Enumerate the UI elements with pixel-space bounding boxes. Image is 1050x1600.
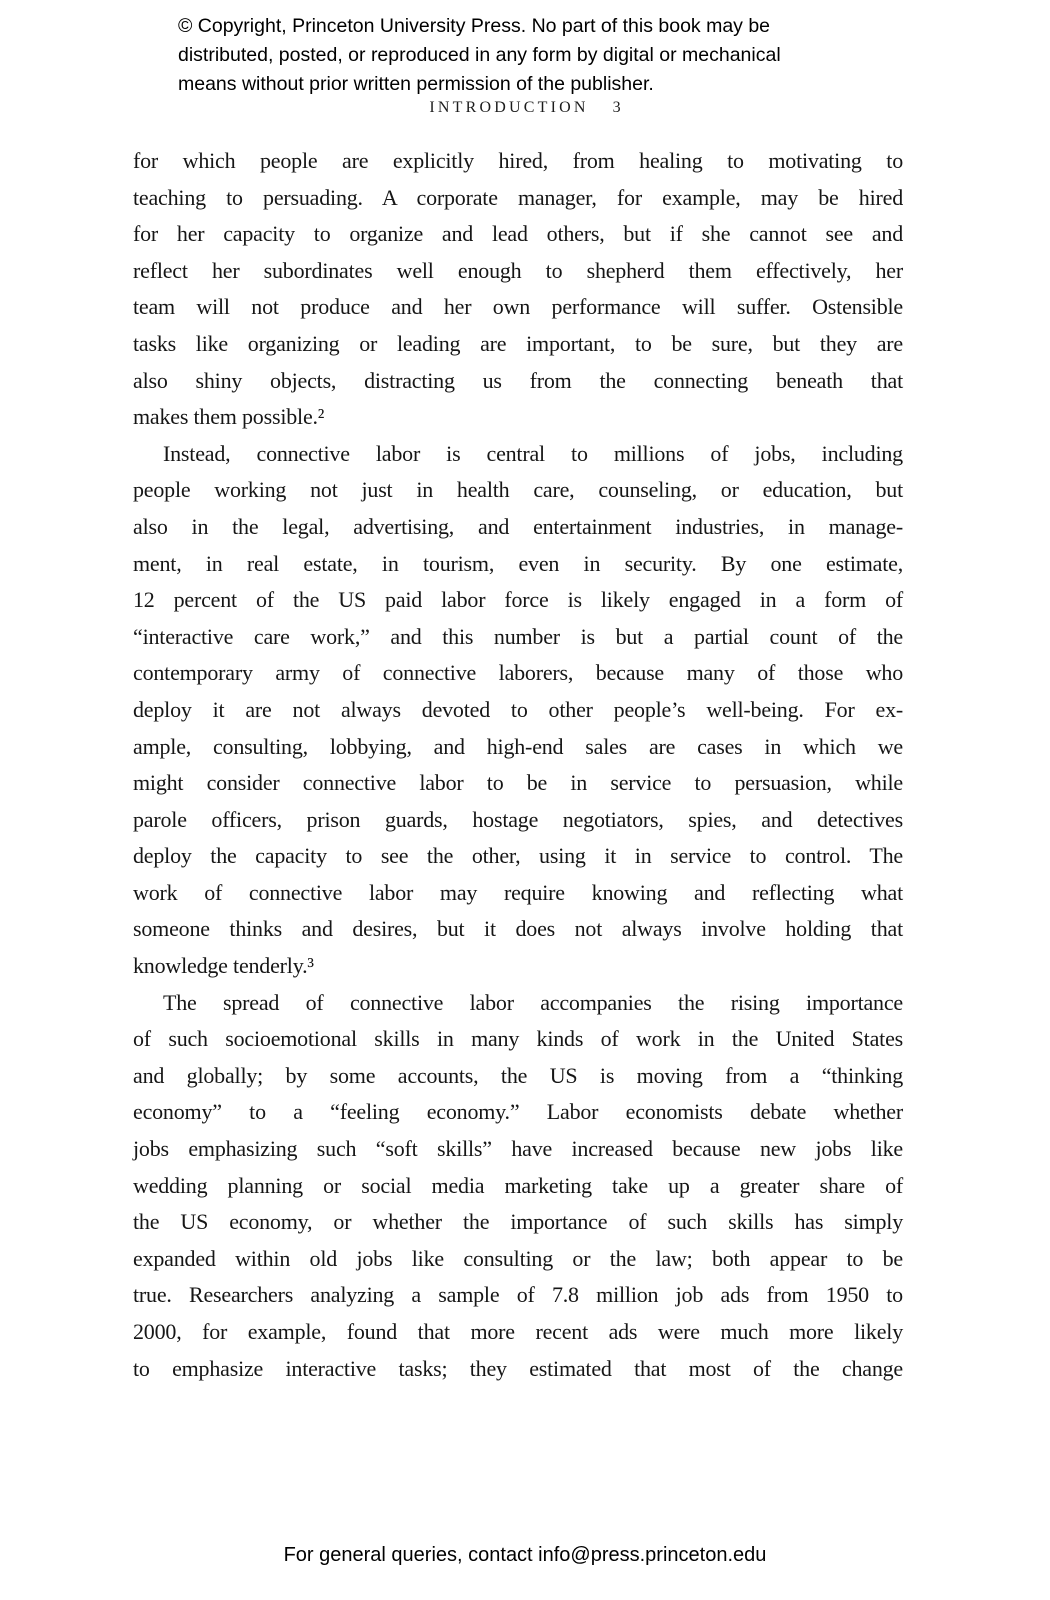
page-number: 3 xyxy=(612,99,621,116)
paragraph xyxy=(133,985,903,1388)
copyright-line: © Copyright, Princeton University Press. No part of this book may be xyxy=(178,15,771,37)
text-line: work of connective labor may require knowing and reflecting what xyxy=(133,879,903,905)
running-head xyxy=(0,99,1050,117)
text-line: teaching to persuading. A corporate manager, for example, may be hired xyxy=(133,184,903,210)
text-line: makes them possible.² xyxy=(133,404,325,430)
text-line: for which people are explicitly hired, from healing to motivating to xyxy=(133,148,903,173)
text-line: ment, in real estate, in tourism, even in security. By one estimate, xyxy=(133,550,903,576)
text-line: of such socioemotional skills in many kinds of work in the United States xyxy=(133,1026,903,1052)
text-line: “interactive care work,” and this number is but a partial count of the xyxy=(133,623,903,649)
text-line: deploy it are not always devoted to other people’s well-being. For ex- xyxy=(133,696,903,722)
text-line: parole officers, prison guards, hostage negotiators, spies, and detectives xyxy=(133,806,903,832)
paragraph xyxy=(133,143,903,436)
text-line: tasks like organizing or leading are important, to be sure, but they are xyxy=(133,330,903,356)
text-line: to emphasize interactive tasks; they estimated that most of the change xyxy=(133,1355,903,1381)
text-line: might consider connective labor to be in service to persuasion, while xyxy=(133,770,903,796)
text-line: knowledge tenderly.³ xyxy=(133,953,314,979)
text-line: expanded within old jobs like consulting or the law; both appear to be xyxy=(133,1245,903,1271)
text-line: people working not just in health care, counseling, or education, but xyxy=(133,477,903,503)
page-footer xyxy=(0,1544,1050,1567)
text-line: wedding planning or social media marketing take up a greater share of xyxy=(133,1172,903,1198)
text-line: ample, consulting, lobbying, and high-end sales are cases in which we xyxy=(133,733,903,759)
text-line: contemporary army of connective laborers, because many of those who xyxy=(133,660,903,686)
text-line: the US economy, or whether the importance of such skills has simply xyxy=(133,1209,903,1235)
text-line: true. Researchers analyzing a sample of 7.8 million job ads from 1950 to xyxy=(133,1282,903,1308)
text-line: reflect her subordinates well enough to shepherd them effectively, her xyxy=(133,257,903,283)
body-text xyxy=(133,143,903,1387)
text-line: also shiny objects, distracting us from the connecting beneath that xyxy=(133,367,903,393)
copyright-notice xyxy=(178,12,781,99)
text-line: 2000, for example, found that more recent ads were much more likely xyxy=(133,1319,903,1344)
text-line: economy” to a “feeling economy.” Labor economists debate whether xyxy=(133,1099,903,1125)
text-line: also in the legal, advertising, and entertainment industries, in manage- xyxy=(133,513,903,539)
text-line: 12 percent of the US paid labor force is likely engaged in a form of xyxy=(133,587,903,613)
paragraph xyxy=(133,436,903,985)
text-line: deploy the capacity to see the other, using it in service to control. The xyxy=(133,843,903,869)
text-line: jobs emphasizing such “soft skills” have increased because new jobs like xyxy=(133,1136,903,1162)
text-line: for her capacity to organize and lead others, but if she cannot see and xyxy=(133,221,903,247)
text-line: Instead, connective labor is central to millions of jobs, including xyxy=(163,440,903,466)
copyright-line: means without prior written permission of the publisher. xyxy=(178,73,654,95)
copyright-line: distributed, posted, or reproduced in any form by digital or mechanical xyxy=(178,44,781,66)
text-line: team will not produce and her own performance will suffer. Ostensible xyxy=(133,294,903,320)
text-line: and globally; by some accounts, the US is moving from a “thinking xyxy=(133,1062,903,1088)
text-line: The spread of connective labor accompanies the rising importance xyxy=(163,989,903,1015)
footer-contact: For general queries, contact info@press.princeton.edu xyxy=(283,1544,767,1566)
chapter-title: INTRODUCTION xyxy=(429,99,589,116)
text-line: someone thinks and desires, but it does not always involve holding that xyxy=(133,916,903,942)
